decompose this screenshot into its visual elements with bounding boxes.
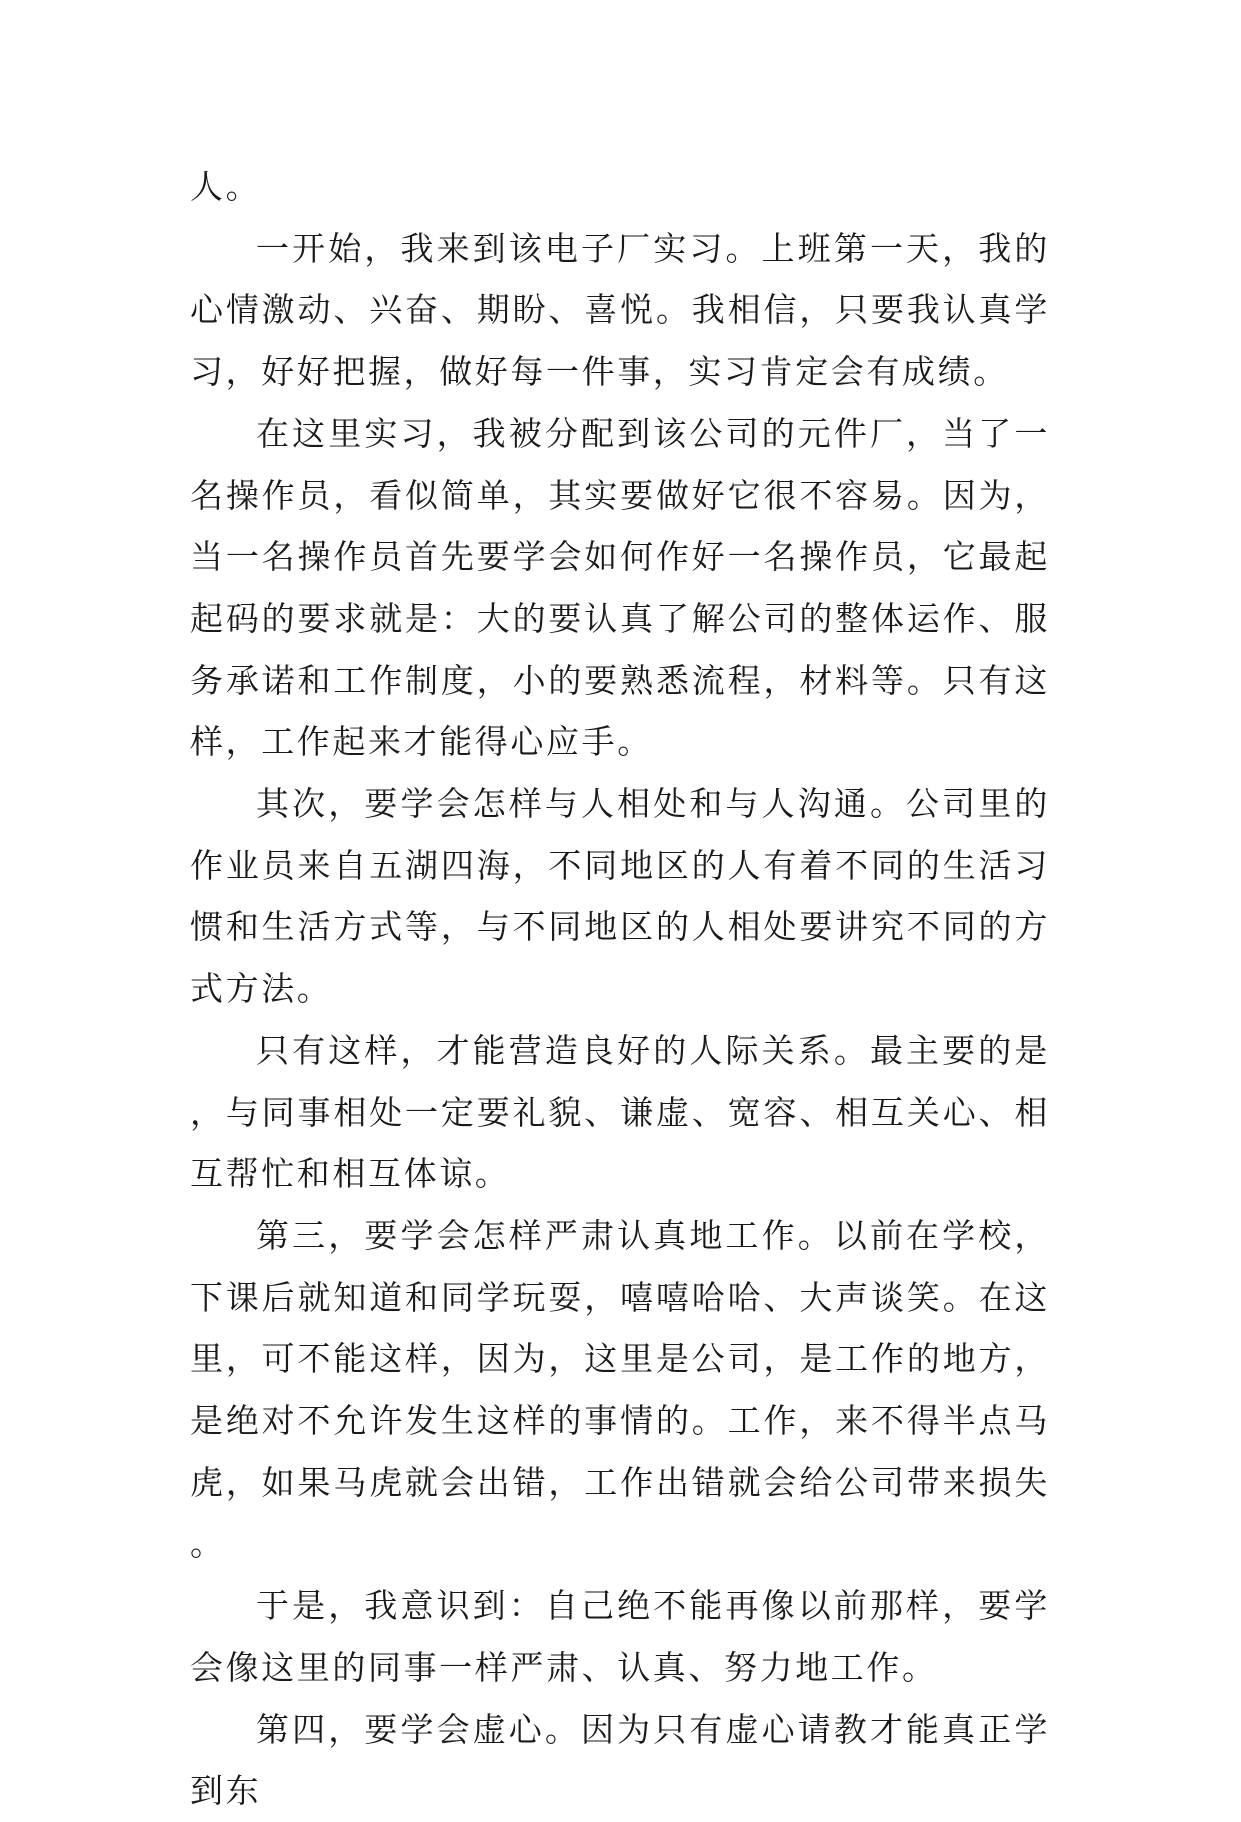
paragraph-continuation: 人。 [190,167,262,206]
paragraph-serious-work: 第三，要学会怎样严肃认真地工作。以前在学校，下课后就知道和同学玩耍，嘻嘻哈哈、大声谈笑。在这里，可不能这样，因为，这里是公司，是工作的地方，是绝对不允许发生这样的事情的。工作，来不得半点马虎，如果马虎就会出错，工作出错就会给公司带来损失。 [190,1215,1050,1564]
paragraph-relationships: 只有这样，才能营造良好的人际关系。最主要的是，与同事相处一定要礼貌、谦虚、宽容、相互关心、相互帮忙和相互体谅。 [190,1030,1050,1194]
paragraph-internship-start: 一开始，我来到该电子厂实习。上班第一天，我的心情激动、兴奋、期盼、喜悦。我相信，只要我认真学习，好好把握，做好每一件事，实习肯定会有成绩。 [190,228,1050,392]
paragraph-operator-role: 在这里实习，我被分配到该公司的元件厂，当了一名操作员，看似简单，其实要做好它很不容易。因为，当一名操作员首先要学会如何作好一名操作员，它最起起码的要求就是：大的要认真了解公司的整体运作、服务承诺和工作制度，小的要熟悉流程，材料等。只有这样，工作起来才能得心应手。 [190,413,1050,762]
paragraph-realization: 于是，我意识到：自己绝不能再像以前那样，要学会像这里的同事一样严肃、认真、努力地工作。 [190,1586,1050,1687]
paragraph-communication: 其次，要学会怎样与人相处和与人沟通。公司里的作业员来自五湖四海，不同地区的人有着不同的生活习惯和生活方式等，与不同地区的人相处要讲究不同的方式方法。 [190,784,1050,1009]
document-body [190,156,1050,1822]
paragraph-modesty: 第四，要学会虚心。因为只有虚心请教才能真正学到东 [190,1709,1050,1811]
